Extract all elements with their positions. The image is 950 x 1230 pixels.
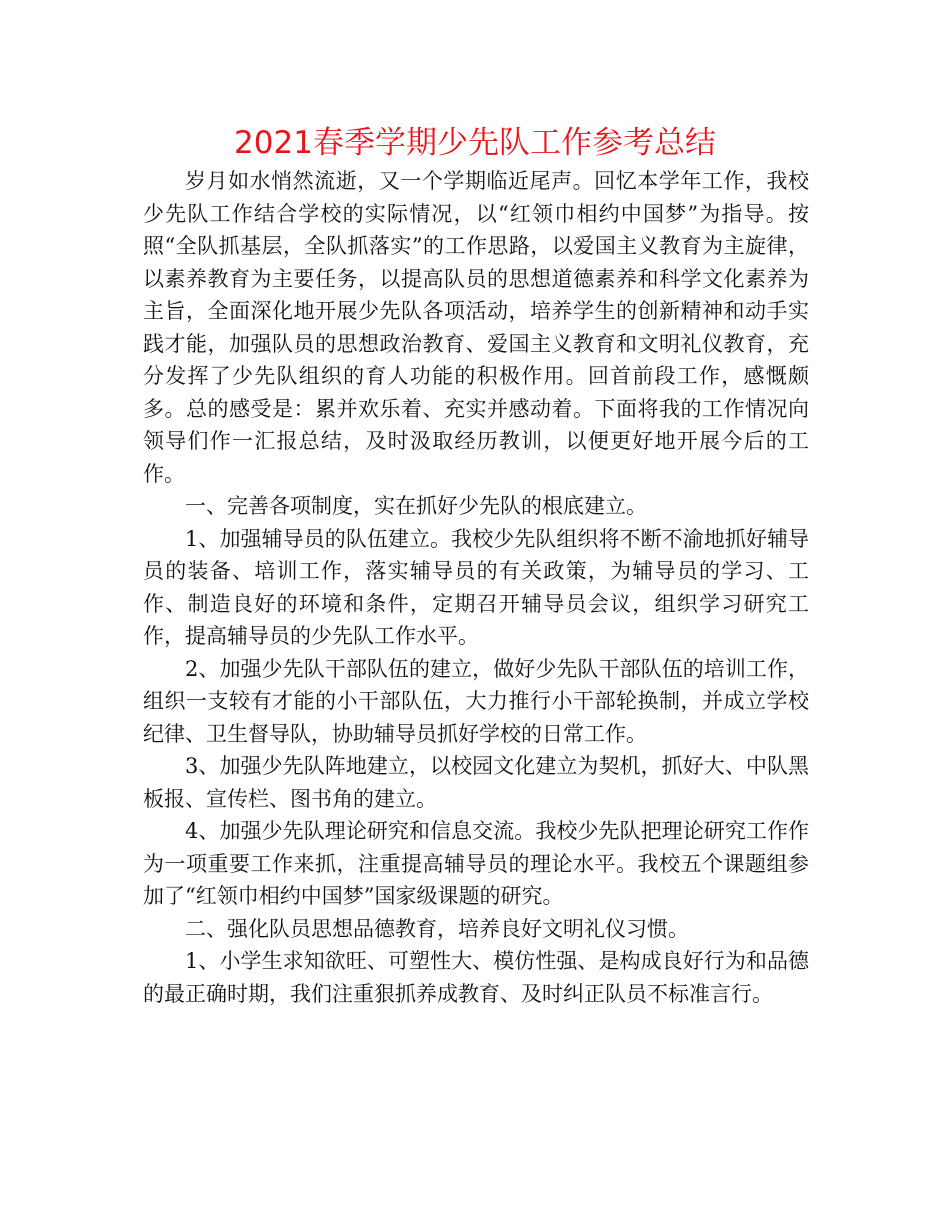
paragraph-intro: 岁月如水悄然流逝，又一个学期临近尾声。回忆本学年工作，我校少先队工作结合学校的实际情况，以“红领巾相约中国梦”为指导。按照“全队抓基层，全队抓落实”的工作思路，以爱国主义教育为主旋律，以素养教育为主要任务，以提高队员的思想道德素养和科学文化素养为主旨，全面深化地开展少先队各项活动，培养学生的创新精神和动手实践才能，加强队员的思想政治教育、爱国主义教育和文明礼仪教育，充分发挥了少先队组织的育人功能的积极作用。回首前段工作，感慨颇多。总的感受是：累并欢乐着、充实并感动着。下面将我的工作情况向领导们作一汇报总结，及时汲取经历教训，以便更好地开展今后的工作。 bbox=[143, 169, 809, 486]
document-title: 2021春季学期少先队工作参考总结 bbox=[234, 125, 716, 161]
document-body bbox=[143, 165, 809, 1010]
paragraph-item-2-1: 1、小学生求知欲旺、可塑性大、模仿性强、是构成良好行为和品德的最正确时期，我们注重狠抓养成教育、及时纠正队员不标准言行。 bbox=[143, 949, 809, 1006]
paragraph-item-1-2: 2、加强少先队干部队伍的建立，做好少先队干部队伍的培训工作，组织一支较有才能的小干部队伍，大力推行小干部轮换制，并成立学校纪律、卫生督导队，协助辅导员抓好学校的日常工作。 bbox=[143, 656, 809, 746]
paragraph-item-1-4: 4、加强少先队理论研究和信息交流。我校少先队把理论研究工作作为一项重要工作来抓，注重提高辅导员的理论水平。我校五个课题组参加了“红领巾相约中国梦”国家级课题的研究。 bbox=[143, 819, 809, 908]
section-heading-2: 二、强化队员思想品德教育，培养良好文明礼仪习惯。 bbox=[185, 916, 689, 941]
paragraph-item-1-3: 3、加强少先队阵地建立，以校园文化建立为契机，抓好大、中队黑板报、宣传栏、图书角的建立。 bbox=[143, 754, 809, 811]
paragraph-item-1-1: 1、加强辅导员的队伍建立。我校少先队组织将不断不渝地抓好辅导员的装备、培训工作，落实辅导员的有关政策，为辅导员的学习、工作、制造良好的环境和条件，定期召开辅导员会议，组织学习研究工作，提高辅导员的少先队工作水平。 bbox=[143, 526, 809, 648]
section-heading-1: 一、完善各项制度，实在抓好少先队的根底建立。 bbox=[185, 494, 647, 518]
